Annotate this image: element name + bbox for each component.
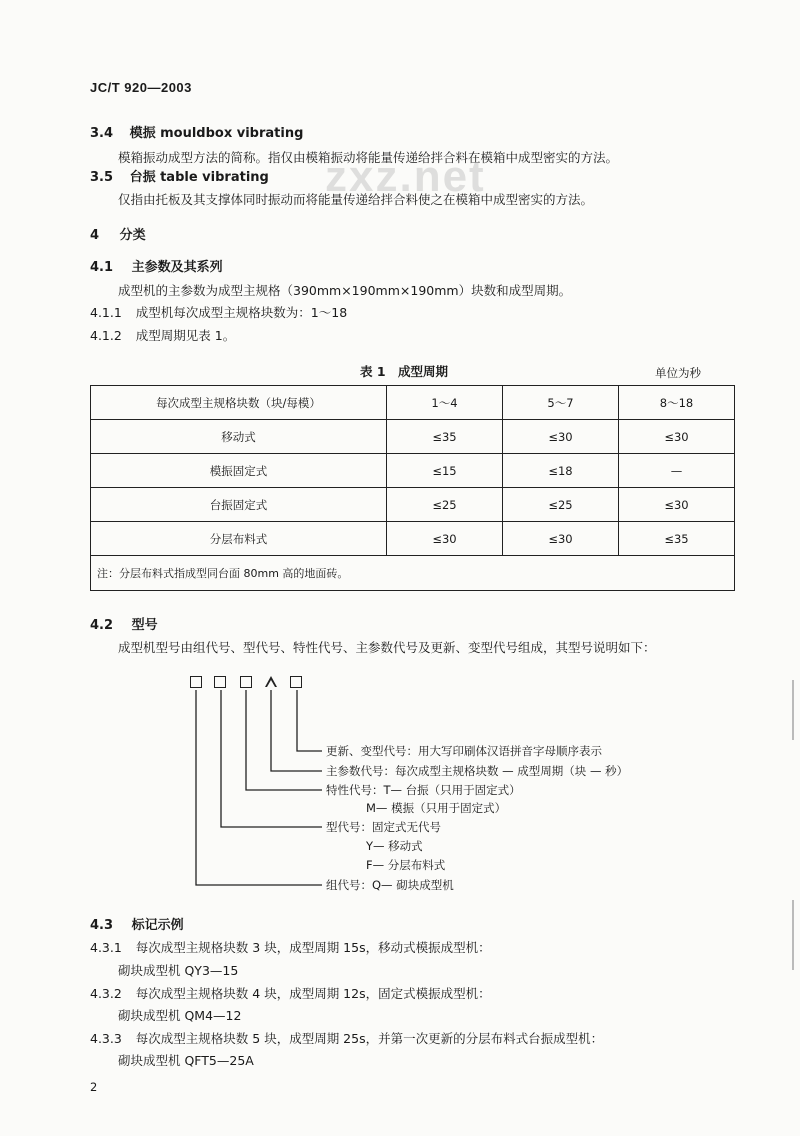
section-body: 每次成型主规格块数 3 块，成型周期 15s，移动式模振成型机： <box>135 940 491 955</box>
section-number: 4.3.1 <box>90 940 122 955</box>
diagram-label-main-param: 主参数代号：每次成型主规格块数 — 成型周期（块 — 秒） <box>326 764 629 778</box>
table-cell: ≤30 <box>503 420 619 454</box>
table-caption: 表 1 成型周期 <box>360 364 449 379</box>
section-body: 成型周期见表 1。 <box>135 328 236 343</box>
table-note: 注：分层布料式指成型同台面 80mm 高的地面砖。 <box>91 556 735 591</box>
table-cell: 分层布料式 <box>91 522 387 556</box>
table-header-cell: 8～18 <box>619 386 735 420</box>
table-cell: ≤18 <box>503 454 619 488</box>
section-number: 4.2 <box>90 618 114 633</box>
table-cell: ≤25 <box>503 488 619 522</box>
diagram-label-update: 更新、变型代号：用大写印刷体汉语拼音字母顺序表示 <box>326 744 602 758</box>
diagram-label-feature-m: M— 模振（只用于固定式） <box>366 801 507 815</box>
table-cell: ≤30 <box>619 488 735 522</box>
table-cell: — <box>619 454 735 488</box>
example-1: 砌块成型机 QY3—15 <box>118 963 239 978</box>
section-number: 4 <box>90 228 100 243</box>
table-cell: ≤25 <box>387 488 503 522</box>
section-title: 型号 <box>131 618 158 633</box>
section-title: 模振 mouldbox vibrating <box>129 126 304 141</box>
section-4-3-heading <box>90 918 184 934</box>
section-3-4-body: 模箱振动成型方法的简称。指仅由模箱振动将能量传递给拌合料在模箱中成型密实的方法。 <box>118 150 619 165</box>
table-cell: 模振固定式 <box>91 454 387 488</box>
table-header-cell: 每次成型主规格块数（块/每模） <box>91 386 387 420</box>
table-cell: 台振固定式 <box>91 488 387 522</box>
section-title: 标记示例 <box>131 918 184 933</box>
section-title: 主参数及其系列 <box>131 260 223 275</box>
standard-number: JC/T 920—2003 <box>90 80 192 95</box>
update-line <box>297 690 322 751</box>
scan-edge-mark <box>792 680 794 740</box>
table-cell: 移动式 <box>91 420 387 454</box>
section-number: 4.1.2 <box>90 328 122 343</box>
table-cell: ≤35 <box>387 420 503 454</box>
section-number: 4.1 <box>90 260 114 275</box>
table-cell: ≤30 <box>503 522 619 556</box>
table-cell: ≤30 <box>387 522 503 556</box>
diagram-label-type: 型代号：固定式无代号 <box>326 820 441 834</box>
scan-edge-mark <box>792 900 794 970</box>
section-body: 成型机每次成型主规格块数为：1～18 <box>135 305 348 320</box>
section-title: 分类 <box>119 228 146 243</box>
example-2: 砌块成型机 QM4—12 <box>118 1008 242 1023</box>
table-unit: 单位为秒 <box>655 366 701 380</box>
feature-line <box>246 690 322 790</box>
table-cell: ≤15 <box>387 454 503 488</box>
section-title: 台振 table vibrating <box>129 170 269 185</box>
section-body: 每次成型主规格块数 5 块，成型周期 25s，并第一次更新的分层布料式台振成型机： <box>135 1031 604 1046</box>
section-3-5-body: 仅指由托板及其支撑体同时振动而将能量传递给拌合料使之在模箱中成型密实的方法。 <box>118 192 594 207</box>
diagram-label-type-f: F— 分层布料式 <box>366 858 446 872</box>
table-cell: ≤30 <box>619 420 735 454</box>
section-number: 4.1.1 <box>90 305 122 320</box>
section-body: 每次成型主规格块数 4 块，成型周期 12s，固定式模振成型机： <box>135 986 491 1001</box>
section-4-3-1 <box>90 940 491 956</box>
group-line <box>196 690 322 885</box>
table-cell: ≤35 <box>619 522 735 556</box>
section-4-3-3 <box>90 1031 603 1047</box>
section-number: 3.4 <box>90 126 114 141</box>
diagram-label-type-y: Y— 移动式 <box>366 839 423 853</box>
section-number: 3.5 <box>90 170 114 185</box>
diagram-label-group: 组代号：Q— 砌块成型机 <box>326 878 454 892</box>
page-number: 2 <box>90 1080 98 1094</box>
table-header-cell: 1～4 <box>387 386 503 420</box>
section-4-2-body: 成型机型号由组代号、型代号、特性代号、主参数代号及更新、变型代号组成，其型号说明如下： <box>118 640 656 655</box>
section-number: 4.3.3 <box>90 1031 122 1046</box>
diagram-label-feature: 特性代号：T— 台振（只用于固定式） <box>326 783 521 797</box>
section-number: 4.3 <box>90 918 114 933</box>
example-3: 砌块成型机 QFT5—25A <box>118 1053 254 1068</box>
watermark: zxz.net <box>325 152 486 201</box>
section-4-3-2 <box>90 986 491 1002</box>
section-number: 4.3.2 <box>90 986 122 1001</box>
section-4-1-body: 成型机的主参数为成型主规格（390mm×190mm×190mm）块数和成型周期。 <box>118 283 572 298</box>
table-header-cell: 5～7 <box>503 386 619 420</box>
